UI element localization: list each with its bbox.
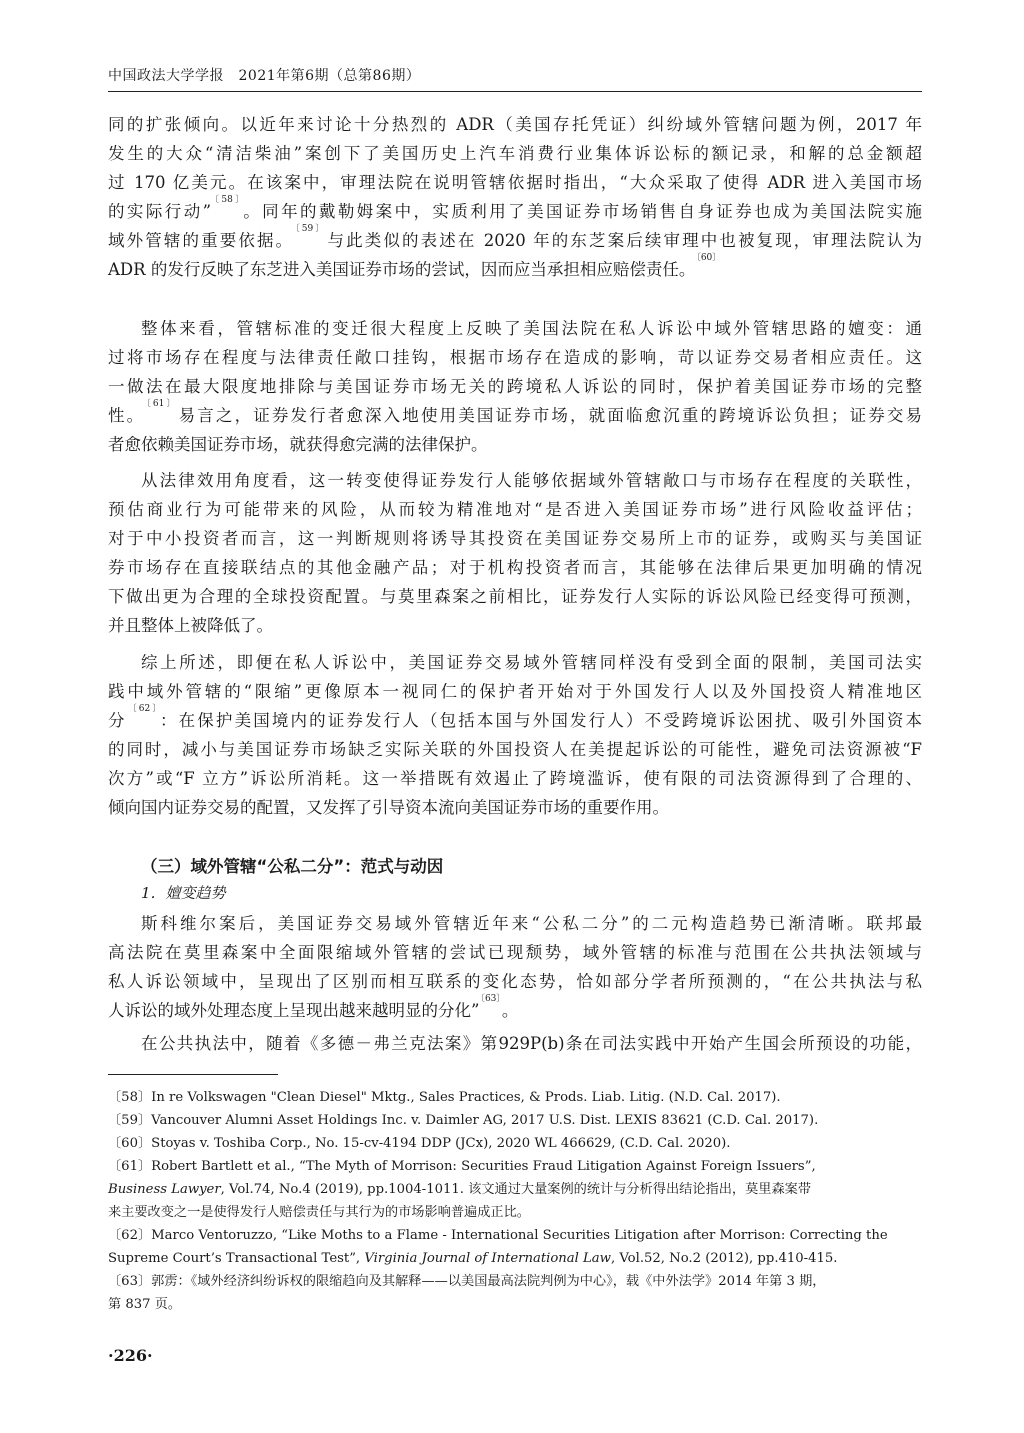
text-line: 发生的大众“清洁柴油”案创下了美国历史上汽车消费行业集体诉讼标的额记录，和解的总金额超 — [108, 144, 922, 163]
text-line: 过将市场存在程度与法律责任敞口挂钩，根据市场存在造成的影响，苛以证券交易者相应责任。这 — [108, 348, 922, 367]
paragraph-1 — [108, 110, 922, 284]
paragraph-2 — [108, 314, 922, 459]
footnote-ref-62[interactable]: 〔62〕 — [127, 704, 160, 714]
text-line: 从法律效用角度看，这一转变使得证券发行人能够依据域外管辖敞口与市场存在程度的关联性， — [141, 471, 922, 490]
text-segment: 的实际行动” — [108, 202, 212, 221]
footnote-ref-59[interactable]: 〔59〕 — [295, 224, 327, 234]
text-line: 斯科维尔案后，美国证券交易域外管辖近年来“公私二分”的二元构造趋势已渐清晰。联邦最 — [141, 914, 922, 933]
footnote-61-line — [108, 1178, 922, 1201]
text-segment: 易言之，证券发行者愈深入地使用美国证券市场，就面临愈沉重的跨境诉讼负担；证券交易 — [178, 406, 923, 425]
text-line: 预估商业行为可能带来的风险，从而较为精准地对“是否进入美国证券市场”进行风险收益评估； — [108, 500, 922, 519]
text-line: 私人诉讼领域中，呈现出了区别而相互联系的变化态势，恰如部分学者所预测的，“在公共执法与私 — [108, 972, 922, 991]
footnotes — [108, 1086, 922, 1316]
footnote-62-line — [108, 1247, 922, 1270]
text-line — [108, 255, 922, 284]
footnote-58: 〔58〕In re Volkswagen "Clean Diesel" Mktg., Sales Practices, & Prods. Liab. Litig. (N.D. Cal. 2017). — [108, 1090, 781, 1105]
footnote-ref-61[interactable]: 〔61〕 — [146, 399, 178, 409]
paragraph-6 — [108, 1029, 922, 1058]
paragraph-5 — [108, 909, 922, 1025]
text-line: 者愈依赖美国证券市场，就获得愈完满的法律保护。 — [108, 435, 488, 454]
text-segment: 域外管辖的重要依据。 — [108, 231, 295, 250]
text-segment: 性。 — [108, 406, 146, 425]
page-number: ·226· — [108, 1346, 153, 1365]
footnote-divider — [108, 1074, 278, 1075]
footnote-ref-60[interactable]: 〔60〕 — [696, 253, 722, 263]
footnote-62-line: 〔62〕Marco Ventoruzzo, “Like Moths to a Flame - International Securities Litigation after Morrison: Correcting the — [108, 1228, 888, 1243]
text-line — [108, 226, 922, 255]
paragraph-3 — [108, 466, 922, 640]
text-segment: 与此类似的表述在 2020 年的东芝案后续审理中也被复现，审理法院认为 — [327, 231, 923, 250]
text-line: 并且整体上被降低了。 — [108, 616, 273, 635]
text-line: 过 170 亿美元。在该案中，审理法院在说明管辖依据时指出，“大众采取了使得 ADR 进入美国市场 — [108, 173, 922, 192]
footnote-ref-58[interactable]: 〔58〕 — [212, 195, 243, 205]
text-line — [108, 401, 922, 430]
text-segment: ：在保护美国境内的证券发行人（包括本国与外国发行人）不受跨境诉讼困扰、吸引外国资本 — [160, 711, 923, 730]
running-header — [108, 62, 922, 92]
text-segment: 分 — [108, 711, 127, 730]
journal-title: Business Lawyer — [108, 1182, 221, 1197]
text-segment: 人诉讼的域外处理态度上呈现出越来越明显的分化” — [108, 1001, 480, 1020]
text-line: 在公共执法中，随着《多德－弗兰克法案》第929P(b)条在司法实践中开始产生国会所预设的功能， — [141, 1034, 922, 1053]
footnote-61-line: 〔61〕Robert Bartlett et al., “The Myth of Morrison: Securities Fraud Litigation Against Foreign Issuers”, — [108, 1159, 816, 1174]
text-segment: 。同年的戴勒姆案中，实质利用了美国证券市场销售自身证券也成为美国法院实施 — [243, 202, 923, 221]
text-line: 次方”或“F 立方”诉讼所消耗。这一举措既有效遏止了跨境滥诉，使有限的司法资源得到了合理的、 — [108, 769, 922, 788]
text-segment: , Vol.52, No.2 (2012), pp.410-415. — [610, 1251, 838, 1266]
text-segment: , Vol.74, No.4 (2019), pp.1004-1011. 该文通过大量案例的统计与分析得出结论指出，莫里森案带 — [220, 1182, 812, 1197]
subsection-heading: 1．嬗变趋势 — [141, 884, 226, 902]
text-segment: Supreme Court’s Transactional Test”, — [108, 1251, 365, 1266]
text-line: 整体来看，管辖标准的变迁很大程度上反映了美国法院在私人诉讼中域外管辖思路的嬗变：通 — [141, 319, 922, 338]
text-segment: 。 — [501, 1001, 519, 1020]
journal-running-title: 中国政法大学学报 2021年第6期（总第86期） — [108, 68, 421, 84]
text-line: 的同时，减小与美国证券市场缺乏实际关联的外国投资人在美提起诉讼的可能性，避免司法资源被“F — [108, 740, 922, 759]
text-line: 高法院在莫里森案中全面限缩域外管辖的尝试已现颓势，域外管辖的标准与范围在公共执法领域与 — [108, 943, 922, 962]
text-line — [108, 197, 922, 226]
footnote-59: 〔59〕Vancouver Alumni Asset Holdings Inc. v. Daimler AG, 2017 U.S. Dist. LEXIS 83621 (C.D. Cal. 2017). — [108, 1113, 819, 1128]
text-line: 一做法在最大限度地排除与美国证券市场无关的跨境私人诉讼的同时，保护着美国证券市场的完整 — [108, 377, 922, 396]
paragraph-4 — [108, 648, 922, 822]
text-line — [108, 706, 922, 735]
section-heading: （三）域外管辖“公私二分”：范式与动因 — [141, 857, 444, 876]
text-segment: ADR 的发行反映了东芝进入美国证券市场的尝试，因而应当承担相应赔偿责任。 — [108, 260, 696, 279]
journal-title: Virginia Journal of International Law — [364, 1251, 611, 1266]
text-line: 下做出更为合理的全球投资配置。与莫里森案之前相比，证券发行人实际的诉讼风险已经变得可预测， — [108, 587, 922, 606]
text-line: 对于中小投资者而言，这一判断规则将诱导其投资在美国证券交易所上市的证券，或购买与美国证 — [108, 529, 922, 548]
footnote-63-line: 第 837 页。 — [108, 1297, 182, 1312]
footnote-ref-63[interactable]: 〔63〕 — [480, 994, 501, 1004]
footnote-61-line: 来主要改变之一是使得发行人赔偿责任与其行为的市场影响普遍成正比。 — [108, 1205, 530, 1220]
text-line — [108, 996, 922, 1025]
footnote-60: 〔60〕Stoyas v. Toshiba Corp., No. 15-cv-4194 DDP (JCx), 2020 WL 466629, (C.D. Cal. 2020). — [108, 1136, 731, 1151]
text-line: 综上所述，即便在私人诉讼中，美国证券交易域外管辖同样没有受到全面的限制，美国司法实 — [141, 653, 922, 672]
text-line: 践中域外管辖的“限缩”更像原本一视同仁的保护者开始对于外国发行人以及外国投资人精准地区 — [108, 682, 922, 701]
footnote-63-line: 〔63〕郭雳：《域外经济纠纷诉权的限缩趋向及其解释——以美国最高法院判例为中心》，载《中外法学》2014 年第 3 期， — [108, 1274, 826, 1289]
text-line: 倾向国内证券交易的配置，又发挥了引导资本流向美国证券市场的重要作用。 — [108, 798, 669, 817]
text-line: 券市场存在直接联结点的其他金融产品；对于机构投资者而言，其能够在法律后果更加明确的情况 — [108, 558, 922, 577]
text-line: 同的扩张倾向。以近年来讨论十分热烈的 ADR（美国存托凭证）纠纷域外管辖问题为例，2017 年 — [108, 115, 922, 134]
